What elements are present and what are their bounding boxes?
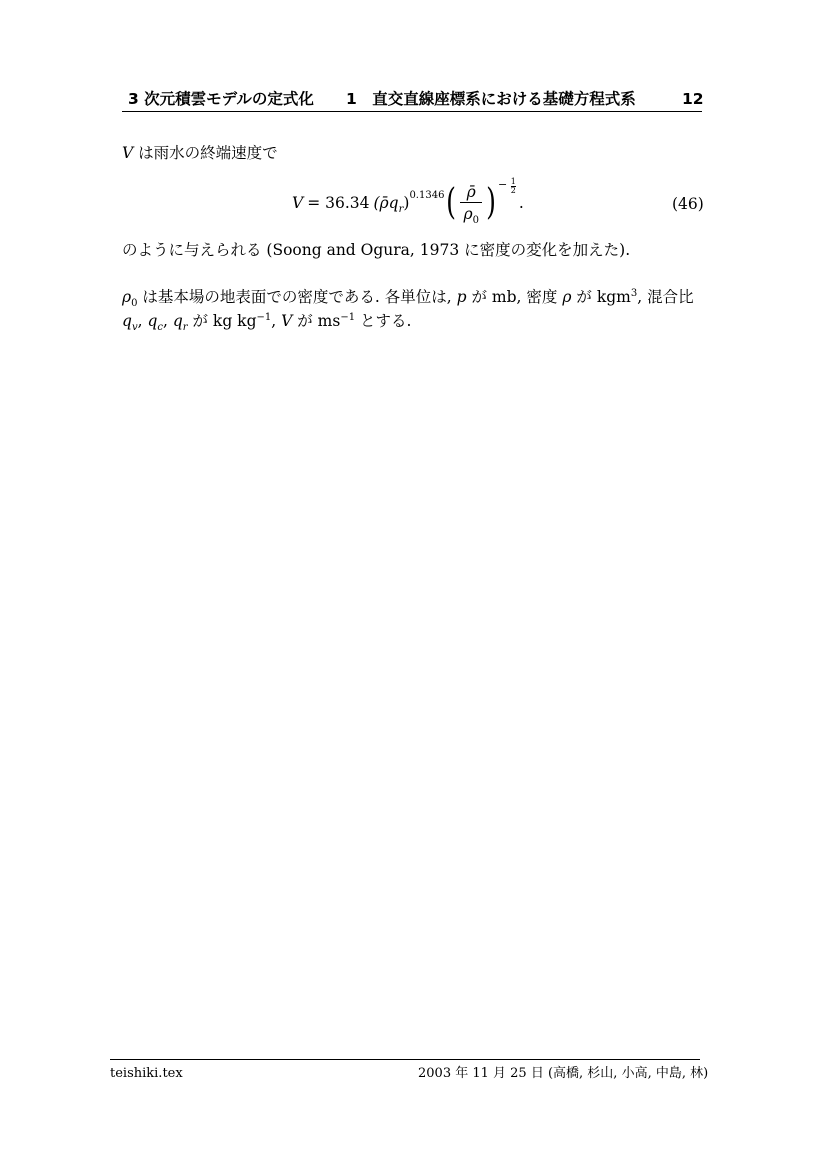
eq-fraction xyxy=(460,183,482,227)
eq-base-close: ) xyxy=(403,194,410,212)
var-v: V xyxy=(122,144,134,162)
header-page-number: 12 xyxy=(682,90,704,108)
footer-date-authors: 2003 年 11 月 25 日 (高橋, 杉山, 小高, 中島, 林) xyxy=(418,1066,709,1081)
units-text-f: , xyxy=(271,312,282,330)
paragraph-intro xyxy=(122,143,278,163)
eq-base-sub: r xyxy=(398,204,404,216)
sym-neg1: −1 xyxy=(256,311,272,323)
units-text-d: , 混合比 xyxy=(637,288,694,306)
header-subsection-title: 1 直交直線座標系における基礎方程式系 xyxy=(346,90,636,108)
sym-qc: q xyxy=(147,312,158,330)
sym-rho0: ρ xyxy=(122,288,132,306)
eq-exp-num: 1 xyxy=(510,177,516,186)
equation-number: (46) xyxy=(672,195,704,213)
eq-frac-num: ρ̄ xyxy=(460,183,482,203)
eq-power: 0.1346 xyxy=(409,189,445,201)
eq-paren-left: ( xyxy=(446,182,457,223)
sym-qv-sub: v xyxy=(131,322,138,334)
eq-outer-exponent xyxy=(498,175,516,195)
eq-exp-sign: − xyxy=(498,178,508,191)
units-text-e: が kg kg xyxy=(187,312,257,330)
equation-46 xyxy=(292,178,524,228)
eq-frac-den-sub: 0 xyxy=(472,215,479,227)
sym-v2: V xyxy=(281,312,293,330)
eq-exp-den: 2 xyxy=(510,186,516,195)
sym-rho0-sub: 0 xyxy=(131,298,138,310)
sym-qr: q xyxy=(172,312,183,330)
intro-text: は雨水の終端速度で xyxy=(138,144,278,162)
units-text-a: は基本場の地表面での密度である. 各単位は, xyxy=(137,288,457,306)
paragraph-units-line1 xyxy=(122,287,694,310)
eq-frac-den: ρ xyxy=(463,205,473,223)
units-text-c: が kgm xyxy=(571,288,631,306)
eq-period: . xyxy=(518,194,524,212)
eq-exp-fraction xyxy=(511,178,516,195)
units-text-g: が ms xyxy=(292,312,341,330)
eq-coefficient: = 36.34 xyxy=(307,194,370,212)
footer-rule xyxy=(110,1059,700,1060)
sym-qc-sub: c xyxy=(157,322,163,334)
sym-qr-sub: r xyxy=(182,322,188,334)
eq-base: (ρ̄q xyxy=(373,194,399,212)
units-text-b: が mb, 密度 xyxy=(466,288,563,306)
eq-paren-right: ) xyxy=(486,182,496,223)
sym-p: p xyxy=(456,288,467,306)
sep-1: , xyxy=(137,312,148,330)
sym-neg1b: −1 xyxy=(340,311,356,323)
sep-2: , xyxy=(163,312,173,330)
header-section-title: 3 次元積雲モデルの定式化 xyxy=(128,90,314,108)
footer-filename: teishiki.tex xyxy=(110,1066,183,1081)
header-rule xyxy=(122,111,702,112)
eq-lhs: V xyxy=(292,194,304,212)
paragraph-units-line2 xyxy=(122,311,412,334)
paragraph-source: のように与えられる (Soong and Ogura, 1973 に密度の変化を加えた). xyxy=(122,241,631,259)
sym-qv: q xyxy=(122,312,132,330)
sym-rho: ρ xyxy=(562,288,572,306)
units-text-h: とする. xyxy=(355,312,412,330)
sym-cube: 3 xyxy=(630,287,638,299)
